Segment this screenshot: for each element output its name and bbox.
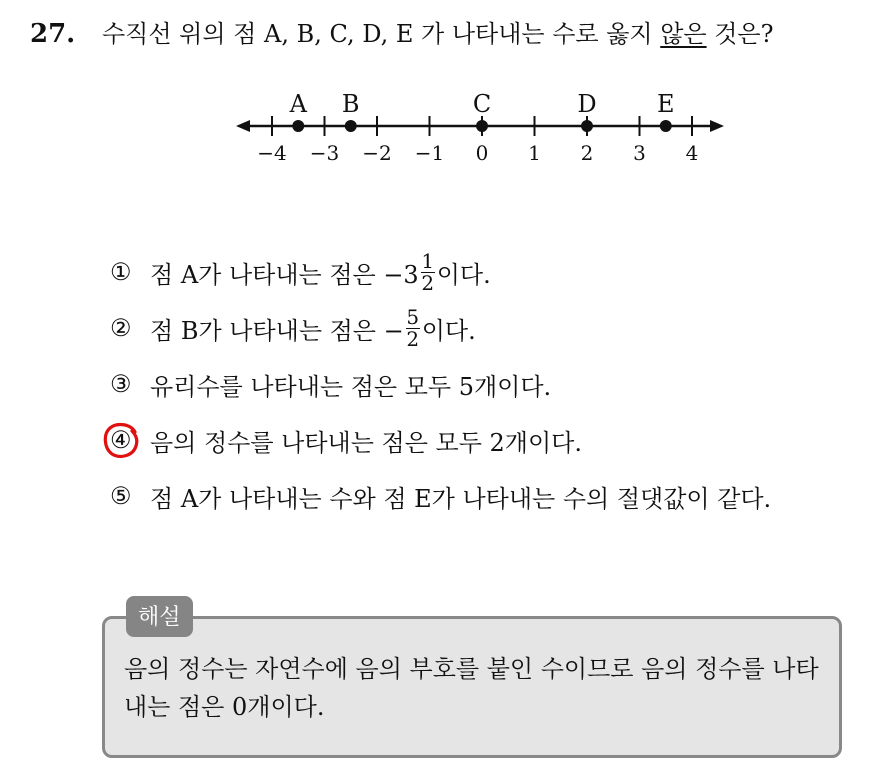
choice-4-number: ④ <box>110 426 132 454</box>
choice-2-fraction <box>406 304 420 351</box>
choice-1[interactable] <box>110 244 771 300</box>
choice-4-text: 음의 정수를 나타내는 점은 모두 2개이다. <box>150 428 582 457</box>
choice-2-number: ② <box>110 314 132 342</box>
point-label-d: D <box>577 90 597 118</box>
choice-4[interactable] <box>110 412 771 468</box>
tick-label: −2 <box>362 141 392 165</box>
choice-5-text: 점 A가 나타내는 수와 점 E가 나타내는 수의 절댓값이 같다. <box>150 484 772 513</box>
question-header <box>30 14 773 49</box>
question-number: 27. <box>30 19 76 49</box>
point-label-b: B <box>341 90 360 118</box>
point-b <box>345 120 357 132</box>
fraction-denominator: 2 <box>421 270 435 295</box>
question-text <box>102 14 773 49</box>
point-a <box>292 120 304 132</box>
tick-label: −1 <box>414 141 445 165</box>
answer-choices <box>110 244 771 524</box>
choice-5-number: ⑤ <box>110 482 132 510</box>
tick-label: −4 <box>257 141 287 165</box>
fraction-denominator: 2 <box>406 326 420 351</box>
tick-label: 3 <box>633 141 646 165</box>
choice-3-number: ③ <box>110 370 132 398</box>
choice-2-text-pre: 점 B가 나타내는 점은 − <box>150 316 404 345</box>
choice-5[interactable] <box>110 468 771 524</box>
question-text-before: 수직선 위의 점 A, B, C, D, E 가 나타내는 수로 옳지 <box>102 20 661 48</box>
tick-label: 0 <box>475 141 489 165</box>
number-line <box>228 82 728 172</box>
tick-label: 4 <box>685 141 699 165</box>
tick-label: 1 <box>528 141 541 165</box>
question-text-underlined: 않은 <box>660 20 707 48</box>
explanation-tag: 해설 <box>126 596 193 637</box>
choice-1-fraction <box>421 248 435 295</box>
point-label-c: C <box>472 90 492 118</box>
tick-label: 2 <box>580 141 594 165</box>
question-text-after: 것은? <box>706 20 774 48</box>
answer-mark-circle-icon <box>101 420 141 460</box>
explanation-text: 음의 정수는 자연수에 음의 부호를 붙인 수이므로 음의 정수를 나타내는 점은 0개이다. <box>124 655 819 721</box>
point-e <box>660 120 672 132</box>
choice-3[interactable] <box>110 356 771 412</box>
fraction-numerator: 5 <box>406 304 420 329</box>
arrow-right-icon <box>710 120 724 132</box>
choice-1-text-post: 이다. <box>436 260 491 289</box>
tick-label: −3 <box>309 141 340 165</box>
point-c <box>476 120 488 132</box>
point-label-a: A <box>289 90 307 118</box>
choice-1-text-pre: 점 A가 나타내는 점은 −3 <box>150 260 419 289</box>
choice-3-text: 유리수를 나타내는 점은 모두 5개이다. <box>150 372 552 401</box>
point-label-e: E <box>656 90 675 118</box>
choice-2[interactable] <box>110 300 771 356</box>
fraction-numerator: 1 <box>421 248 435 273</box>
choice-2-text-post: 이다. <box>421 316 476 345</box>
arrow-left-icon <box>236 120 250 132</box>
choice-1-number: ① <box>110 258 132 286</box>
point-d <box>581 120 593 132</box>
